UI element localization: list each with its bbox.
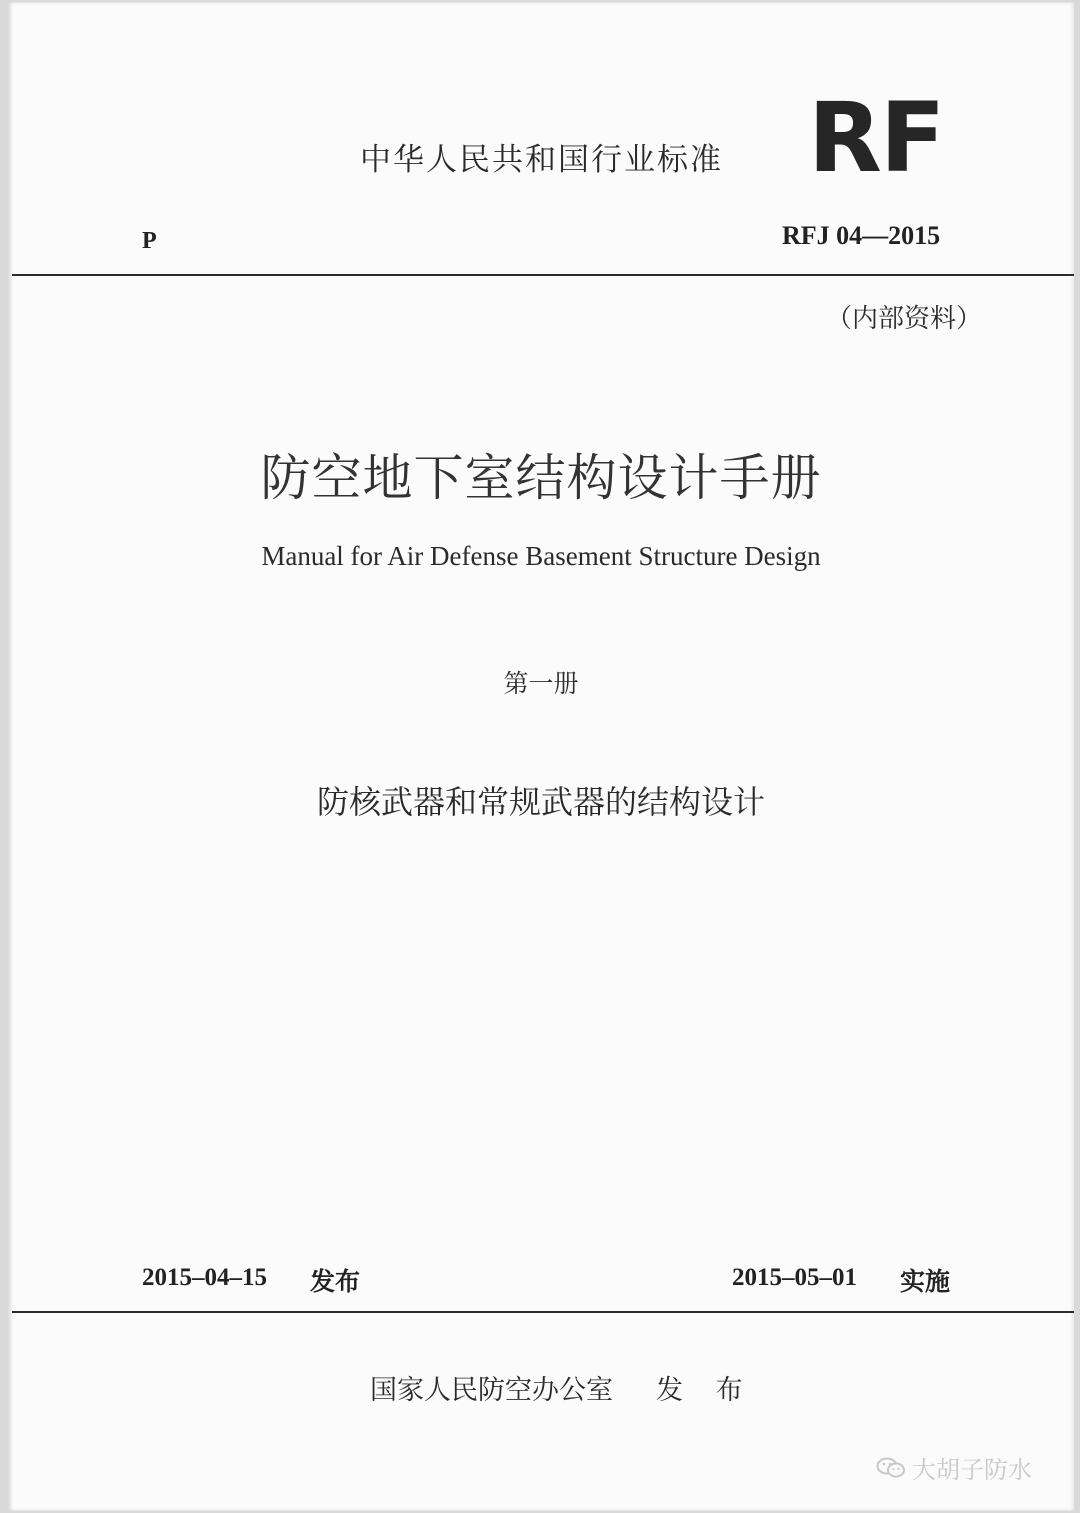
standard-number: RFJ 04—2015: [782, 221, 941, 250]
document-cover: [8, 2, 1074, 1511]
main-title: 防空地下室结构设计手册: [260, 449, 822, 507]
issue-label: 发布: [310, 1267, 361, 1296]
watermark: [876, 1450, 1032, 1485]
volume-label: 第一册: [503, 669, 579, 698]
english-title: Manual for Air Defense Basement Structure Design: [261, 541, 821, 571]
publisher-action: 发 布: [656, 1375, 755, 1406]
issue-date: 2015–04–15: [142, 1264, 267, 1291]
rf-logo: RF: [808, 82, 944, 194]
subtitle: 防核武器和常规武器的结构设计: [316, 783, 765, 821]
internal-note: （内部资料）: [826, 304, 983, 334]
effective-date: 2015–05–01: [732, 1264, 857, 1291]
standard-title: 中华人民共和国行业标准: [360, 142, 723, 178]
publisher: 国家人民防空办公室: [370, 1375, 613, 1406]
watermark-text: 大胡子防水: [912, 1456, 1032, 1484]
bottom-divider: [12, 1311, 1074, 1313]
wechat-icon: [876, 1456, 906, 1480]
classification-code: P: [142, 228, 157, 254]
effective-label: 实施: [900, 1267, 951, 1296]
top-divider: [12, 274, 1074, 276]
